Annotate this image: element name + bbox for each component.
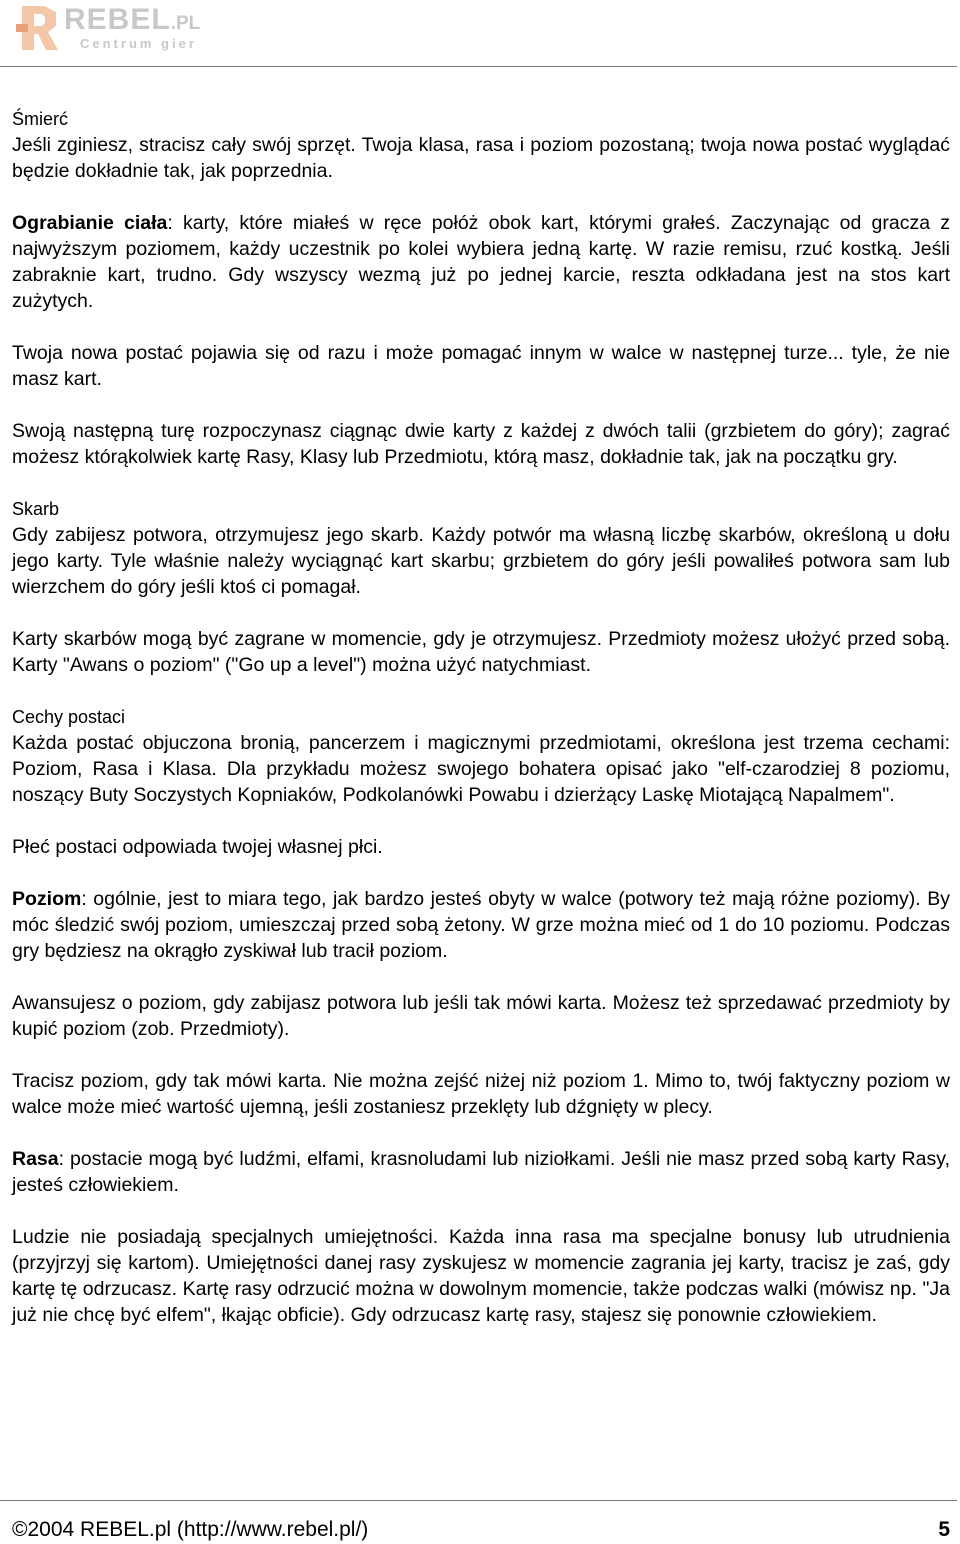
page-number: 5 xyxy=(938,1518,950,1541)
paragraph: Ograbianie ciała: karty, które miałeś w ręce połóż obok kart, którymi grałeś. Zaczynając od gracza z najwyższym poziomem, każdy uczestnik po kolei wybiera jedną kartę. W razie remisu, rzuć kostką. Jeśli zabraknie kart, trudno. Gdy wszyscy wezmą już po jednej karcie, reszta odkładana jest na stos kart zużytych. xyxy=(12,212,950,312)
paragraph-block xyxy=(12,1224,950,1328)
copyright-text: ©2004 REBEL.pl (http://www.rebel.pl/) xyxy=(12,1518,369,1541)
section-heading: Skarb xyxy=(12,499,60,519)
section-death xyxy=(12,106,950,184)
paragraph: Poziom: ogólnie, jest to miara tego, jak bardzo jesteś obyty w walce (potwory też mają różne poziomy). By móc śledzić swój poziom, umieszczaj przed sobą żetony. W grze można mieć od 1 do 10 poziomu. Podczas gry będziesz na okrągło zyskiwał lub tracił poziom. xyxy=(12,888,950,962)
paragraph-block xyxy=(12,418,950,470)
bold-term: Ograbianie ciała xyxy=(12,212,168,234)
page-header xyxy=(0,0,960,66)
paragraph-block xyxy=(12,1146,950,1198)
paragraph: Tracisz poziom, gdy tak mówi karta. Nie można zejść niżej niż poziom 1. Mimo to, twój faktyczny poziom w walce może mieć wartość ujemną, jeśli zostaniesz przeklęty lub dźgnięty w plecy. xyxy=(12,1070,950,1118)
paragraph: Gdy zabijesz potwora, otrzymujesz jego skarb. Każdy potwór ma własną liczbę skarbów, określoną u dołu jego karty. Tyle właśnie należy wyciągnąć kart skarbu; grzbietem do góry jeśli powaliłeś potwora sam lub wierzchem do góry jeśli ktoś ci pomagał. xyxy=(12,524,950,598)
rebel-logo[interactable] xyxy=(14,2,204,54)
section-treasure xyxy=(12,496,950,600)
page-footer xyxy=(12,1517,950,1543)
logo-mark-icon xyxy=(14,2,66,54)
paragraph: Twoja nowa postać pojawia się od razu i może pomagać innym w walce w następnej turze... tyle, że nie masz kart. xyxy=(12,342,950,390)
paragraph: Swoją następną turę rozpoczynasz ciągnąc dwie karty z każdej z dwóch talii (grzbietem do góry); zagrać możesz którąkolwiek kartę Rasy, Klasy lub Przedmiotu, którą masz, dokładnie tak, jak na początku gry. xyxy=(12,420,950,468)
paragraph: Płeć postaci odpowiada twojej własnej płci. xyxy=(12,836,383,858)
section-heading: Cechy postaci xyxy=(12,707,126,727)
logo-tagline: Centrum gier xyxy=(80,36,197,51)
paragraph: Karty skarbów mogą być zagrane w momencie, gdy je otrzymujesz. Przedmioty możesz ułożyć przed sobą. Karty "Awans o poziom" ("Go up a level") można użyć natychmiast. xyxy=(12,628,950,676)
paragraph-block xyxy=(12,834,950,860)
footer-divider xyxy=(0,1500,957,1501)
paragraph: Ludzie nie posiadają specjalnych umiejętności. Każda inna rasa ma specjalne bonusy lub utrudnienia (przyjrzyj się kartom). Umiejętności danej rasy zyskujesz w momencie zagrania jej karty, tracisz je zaś, gdy kartę tę odrzucasz. Kartę rasy odrzucić można w dowolnym momencie, także podczas walki (mówisz np. "Ja już nie chcę być elfem", łkając obficie). Gdy odrzucasz kartę rasy, stajesz się ponownie człowiekiem. xyxy=(12,1226,950,1326)
paragraph: Rasa: postacie mogą być ludźmi, elfami, krasnoludami lub niziołkami. Jeśli nie masz przed sobą karty Rasy, jesteś człowiekiem. xyxy=(12,1148,950,1196)
paragraph: Awansujesz o poziom, gdy zabijasz potwora lub jeśli tak mówi karta. Możesz też sprzedawać przedmioty by kupić poziom (zob. Przedmioty). xyxy=(12,992,950,1040)
paragraph-block xyxy=(12,210,950,314)
section-character-traits xyxy=(12,704,950,808)
header-divider xyxy=(0,66,957,67)
paragraph-block xyxy=(12,886,950,964)
paragraph-block xyxy=(12,340,950,392)
section-heading: Śmierć xyxy=(12,109,69,129)
document-body xyxy=(12,106,950,1354)
paragraph-block xyxy=(12,990,950,1042)
logo-brand: REBEL.PL xyxy=(64,3,201,36)
bold-term: Poziom xyxy=(12,888,82,910)
paragraph: Każda postać objuczona bronią, pancerzem i magicznymi przedmiotami, określona jest trzema cechami: Poziom, Rasa i Klasa. Dla przykładu możesz swojego bohatera opisać jako "elf-czarodziej 8 poziomu, noszący Buty Soczystych Kopniaków, Podkolanówki Powabu i dzierżący Laskę Miotającą Napalmem". xyxy=(12,732,950,806)
paragraph: Jeśli zginiesz, stracisz cały swój sprzęt. Twoja klasa, rasa i poziom pozostaną; twoja nowa postać wyglądać będzie dokładnie tak, jak poprzednia. xyxy=(12,134,950,182)
bold-term: Rasa xyxy=(12,1148,59,1170)
paragraph-block xyxy=(12,1068,950,1120)
paragraph-block xyxy=(12,626,950,678)
